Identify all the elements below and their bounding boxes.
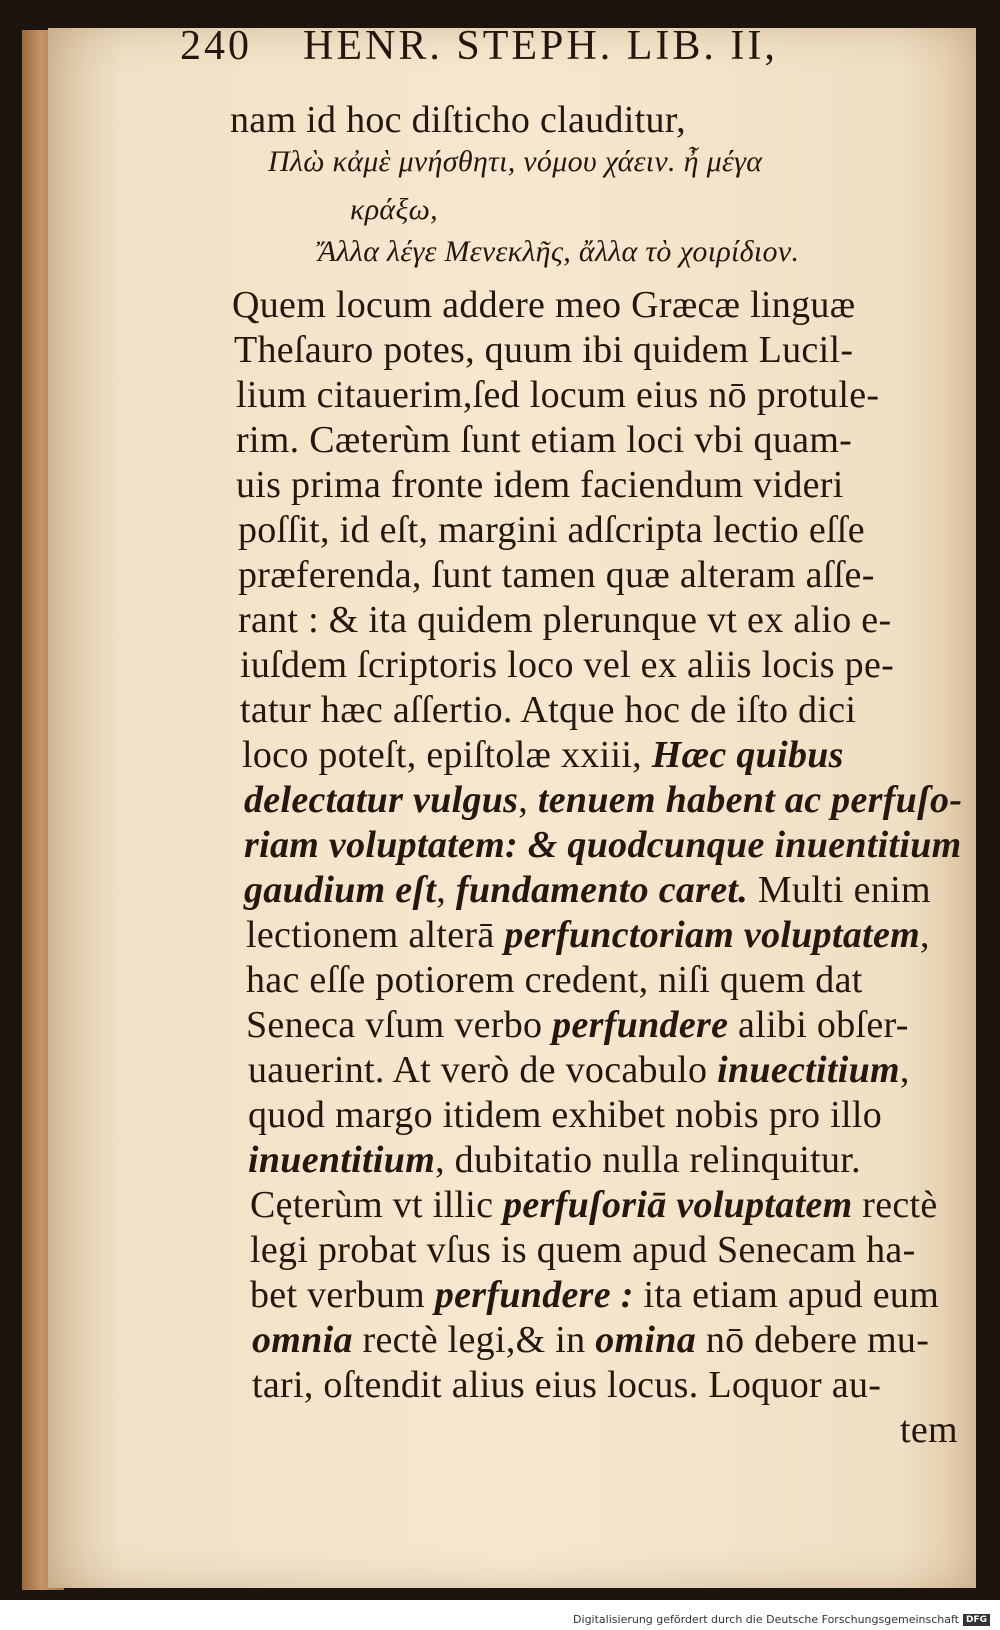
text-segment: inuectitium — [717, 1049, 900, 1091]
text-line — [246, 913, 930, 957]
text-line — [248, 1093, 882, 1137]
running-title: HENR. STEPH. LIB. II, — [303, 23, 778, 69]
text-segment: delectatur vulgus — [244, 779, 519, 821]
text-segment: ita etiam apud eum — [633, 1274, 940, 1316]
text-segment: perfunctoriam voluptatem — [504, 914, 921, 956]
text-line — [236, 463, 844, 507]
text-line — [248, 1048, 910, 1092]
text-line — [242, 733, 844, 777]
text-line — [232, 283, 855, 327]
text-line — [236, 373, 879, 417]
digitization-credit: Digitalisierung gefördert durch die Deutsche Forschungsgemeinschaft — [573, 1613, 959, 1626]
text-segment: Hæc quibus — [651, 734, 844, 776]
text-segment: omnia — [252, 1319, 353, 1361]
text-segment: , dubitatio nulla relinquitur. — [435, 1139, 861, 1181]
text-segment: , — [920, 914, 930, 956]
text-segment: bet verbum — [250, 1274, 435, 1316]
text-segment: tari, oſtendit alius eius locus. Loquor au- — [252, 1364, 882, 1406]
text-line — [246, 1003, 909, 1047]
text-segment: riam voluptatem: & quodcunque inuentitium — [244, 824, 962, 866]
text-line — [250, 1228, 916, 1272]
text-segment: rectè legi,& in — [352, 1319, 596, 1361]
text-segment: Theſauro potes, quum ibi quidem Lucil- — [234, 329, 854, 371]
text-line — [240, 688, 856, 732]
text-segment: uis prima fronte idem faciendum videri — [236, 464, 844, 506]
text-line — [240, 643, 894, 687]
text-segment: Ἄλλα λέγε Μενεκλῆς, ἄλλα τὸ χοιρίδιον. — [318, 235, 800, 268]
text-line — [252, 1363, 881, 1407]
text-segment: loco poteſt, epiſtolæ xxiii, — [242, 734, 652, 776]
page-number: 240 — [180, 23, 252, 69]
text-segment: Quem locum addere meo Græcæ linguæ — [232, 284, 856, 326]
text-segment: hac eſſe potiorem credent, niſi quem dat — [246, 959, 863, 1001]
text-segment: fundamento caret. — [455, 869, 749, 911]
text-line — [238, 508, 865, 552]
text-segment: , — [436, 869, 456, 911]
text-line — [244, 778, 962, 822]
dfg-logo: DFG — [963, 1614, 990, 1626]
text-segment: nō debere mu- — [696, 1319, 930, 1361]
text-line — [234, 328, 853, 372]
text-line — [318, 235, 799, 269]
text-segment: tem — [900, 1409, 958, 1451]
text-line — [250, 1273, 939, 1317]
text-segment: Seneca vſum verbo — [246, 1004, 553, 1046]
text-line — [900, 1408, 958, 1452]
text-segment: inuentitium — [248, 1139, 436, 1181]
text-segment: κράξω, — [350, 193, 438, 226]
text-segment: Multi enim — [748, 869, 931, 911]
text-segment: lium citauerim,ſed locum eius nō protule- — [236, 374, 880, 416]
text-segment: uauerint. At verò de vocabulo — [248, 1049, 718, 1091]
text-segment: perfundere — [552, 1004, 729, 1046]
text-segment: gaudium eſt — [244, 869, 437, 911]
text-segment: Πλὼ κἀμὲ μνήσθητι, νόμου χάειν. ἦ μέγα — [268, 145, 763, 178]
text-segment: rectè — [852, 1184, 938, 1226]
text-line — [238, 598, 891, 642]
text-segment: rant : & ita quidem plerunque vt ex alio e- — [238, 599, 892, 641]
text-line — [248, 1138, 861, 1182]
footer-credit — [573, 1613, 990, 1626]
text-segment: tatur hæc aſſertio. Atque hoc de iſto dici — [240, 689, 857, 731]
text-segment: perfuſoriā voluptatem — [503, 1184, 853, 1226]
text-segment: Cęterùm vt illic — [250, 1184, 504, 1226]
text-line — [252, 1318, 929, 1362]
text-segment: alibi obſer- — [728, 1004, 909, 1046]
text-line — [236, 418, 852, 462]
text-segment: rim. Cæterùm ſunt etiam loci vbi quam- — [236, 419, 853, 461]
text-line — [268, 145, 762, 179]
text-line — [230, 98, 686, 142]
running-header — [180, 22, 778, 70]
text-segment: omina — [595, 1319, 697, 1361]
text-line — [244, 823, 962, 867]
text-line — [246, 958, 863, 1002]
text-line — [350, 193, 438, 227]
text-segment: perfundere : — [434, 1274, 634, 1316]
text-segment: præferenda, ſunt tamen quæ alteram aſſe- — [238, 554, 875, 596]
text-segment: poſſit, id eſt, margini adſcripta lectio eſſe — [238, 509, 865, 551]
text-line — [238, 553, 875, 597]
text-segment: lectionem alterā — [246, 914, 505, 956]
text-segment: tenuem habent ac perfuſo- — [537, 779, 963, 821]
text-segment: legi probat vſus is quem apud Senecam ha- — [250, 1229, 916, 1271]
text-segment: nam id hoc diſticho clauditur, — [230, 99, 686, 141]
text-segment: , — [899, 1049, 910, 1091]
text-segment: quod margo itidem exhibet nobis pro illo — [248, 1094, 883, 1136]
text-segment: iuſdem ſcriptoris loco vel ex aliis locis pe- — [240, 644, 895, 686]
text-line — [250, 1183, 938, 1227]
text-segment: , — [518, 779, 538, 821]
text-line — [244, 868, 931, 912]
